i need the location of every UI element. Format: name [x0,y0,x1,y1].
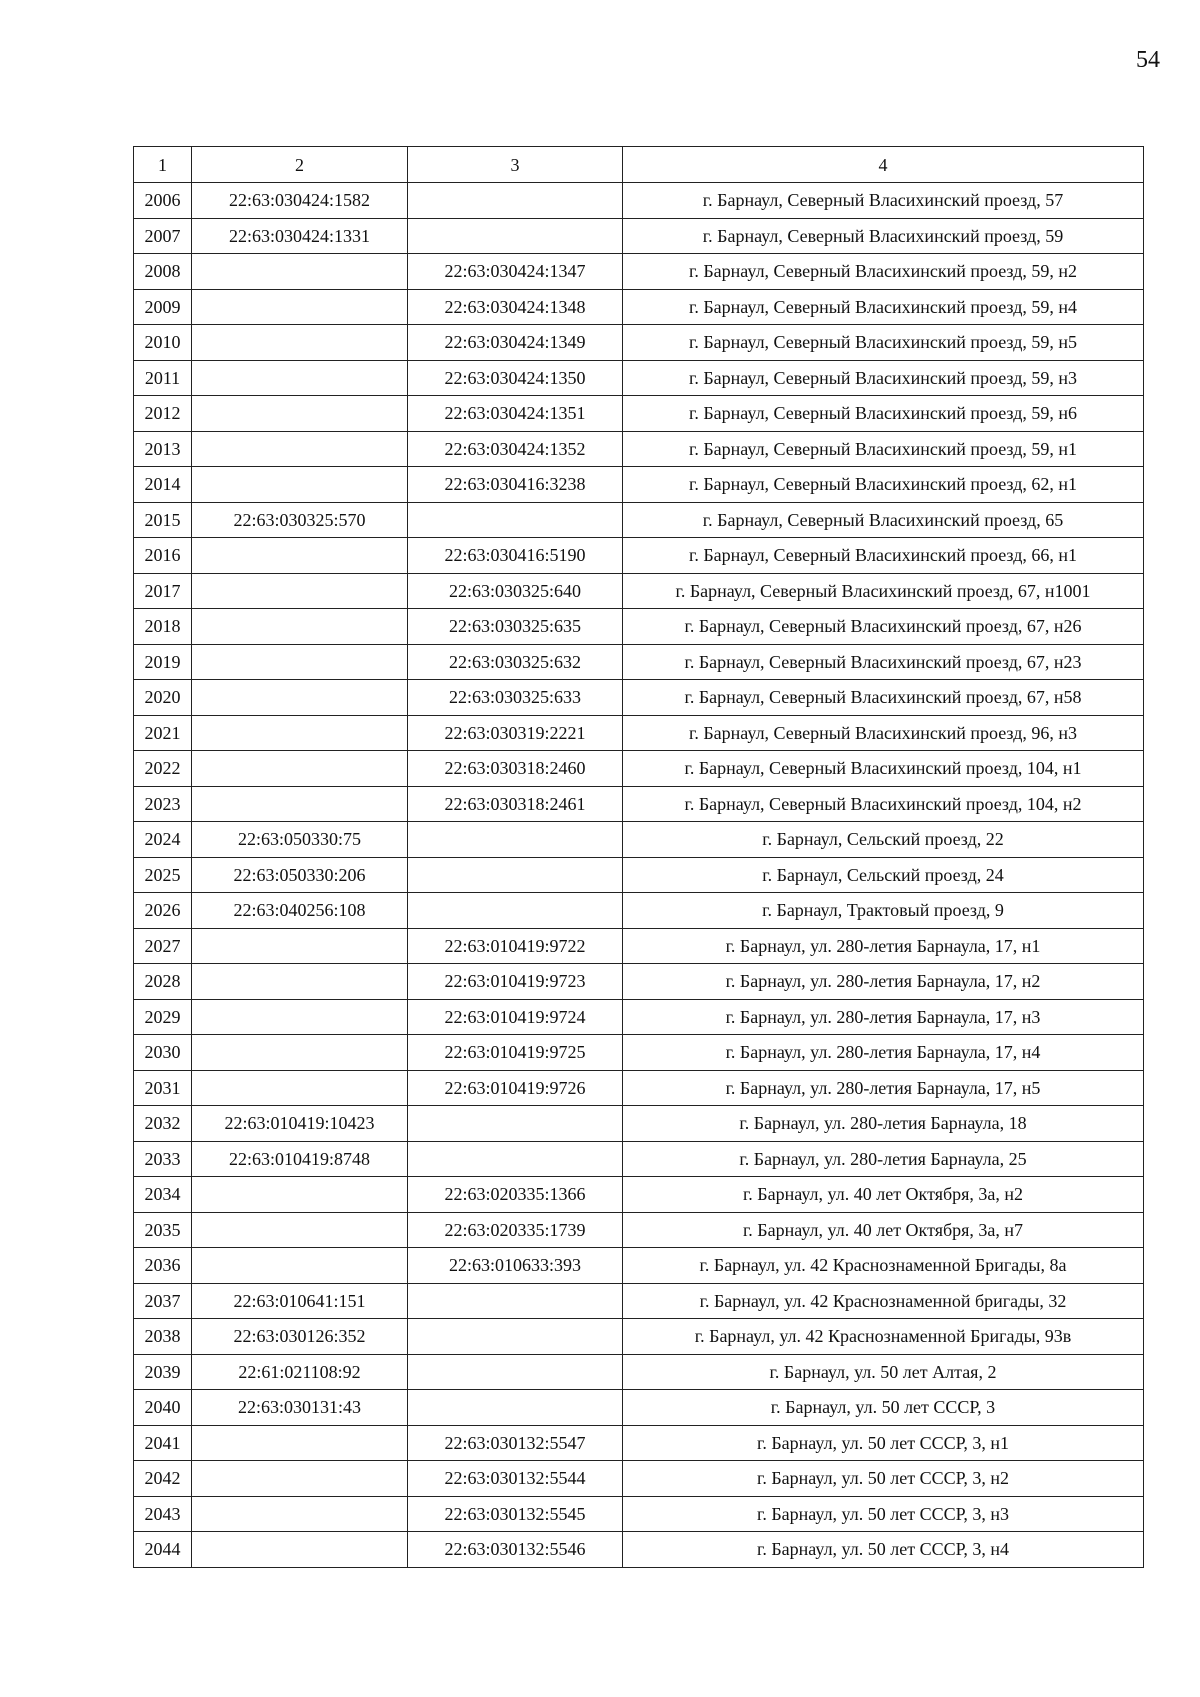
row-number-cell: 2040 [134,1390,192,1426]
address-cell: г. Барнаул, ул. 50 лет СССР, 3 [623,1390,1144,1426]
object-cadastral-number-cell [408,1390,623,1426]
row-number-cell: 2027 [134,928,192,964]
table-row [134,680,1144,716]
land-cadastral-number-cell [192,964,408,1000]
object-cadastral-number-cell: 22:63:010633:393 [408,1248,623,1284]
address-cell: г. Барнаул, Северный Власихинский проезд, 59, н3 [623,360,1144,396]
table-row [134,289,1144,325]
address-cell: г. Барнаул, ул. 40 лет Октября, 3а, н2 [623,1177,1144,1213]
object-cadastral-number-cell: 22:63:010419:9722 [408,928,623,964]
address-cell: г. Барнаул, ул. 280-летия Барнаула, 17, н5 [623,1070,1144,1106]
object-cadastral-number-cell [408,1106,623,1142]
row-number-cell: 2022 [134,751,192,787]
address-cell: г. Барнаул, Трактовый проезд, 9 [623,893,1144,929]
table-row [134,1496,1144,1532]
column-header-1: 1 [134,147,192,183]
row-number-cell: 2036 [134,1248,192,1284]
object-cadastral-number-cell: 22:63:030132:5544 [408,1461,623,1497]
object-cadastral-number-cell: 22:63:030325:632 [408,644,623,680]
table-row [134,396,1144,432]
table-row [134,964,1144,1000]
row-number-cell: 2018 [134,609,192,645]
address-cell: г. Барнаул, Северный Власихинский проезд, 57 [623,183,1144,219]
land-cadastral-number-cell [192,1532,408,1568]
table-row [134,1212,1144,1248]
address-cell: г. Барнаул, Северный Власихинский проезд, 59, н5 [623,325,1144,361]
row-number-cell: 2037 [134,1283,192,1319]
land-cadastral-number-cell [192,1035,408,1071]
row-number-cell: 2025 [134,857,192,893]
row-number-cell: 2010 [134,325,192,361]
object-cadastral-number-cell: 22:63:010419:9725 [408,1035,623,1071]
object-cadastral-number-cell: 22:63:030424:1348 [408,289,623,325]
address-cell: г. Барнаул, ул. 50 лет Алтая, 2 [623,1354,1144,1390]
row-number-cell: 2019 [134,644,192,680]
object-cadastral-number-cell [408,822,623,858]
object-cadastral-number-cell: 22:63:030132:5546 [408,1532,623,1568]
land-cadastral-number-cell: 22:63:030126:352 [192,1319,408,1355]
table-row [134,786,1144,822]
table-body [134,147,1144,1568]
table-row [134,1177,1144,1213]
land-cadastral-number-cell [192,1248,408,1284]
table-row [134,751,1144,787]
table-row [134,1425,1144,1461]
land-cadastral-number-cell [192,928,408,964]
column-header-2: 2 [192,147,408,183]
row-number-cell: 2026 [134,893,192,929]
table-row [134,999,1144,1035]
row-number-cell: 2013 [134,431,192,467]
row-number-cell: 2033 [134,1141,192,1177]
table-row [134,183,1144,219]
address-cell: г. Барнаул, Северный Власихинский проезд, 67, н23 [623,644,1144,680]
land-cadastral-number-cell: 22:63:050330:206 [192,857,408,893]
land-cadastral-number-cell [192,325,408,361]
land-cadastral-number-cell: 22:63:050330:75 [192,822,408,858]
address-cell: г. Барнаул, Северный Власихинский проезд, 62, н1 [623,467,1144,503]
row-number-cell: 2020 [134,680,192,716]
object-cadastral-number-cell: 22:63:030132:5545 [408,1496,623,1532]
table-row [134,1390,1144,1426]
address-cell: г. Барнаул, ул. 50 лет СССР, 3, н2 [623,1461,1144,1497]
table-row [134,644,1144,680]
table-row [134,573,1144,609]
table-header-row [134,147,1144,183]
land-cadastral-number-cell: 22:63:040256:108 [192,893,408,929]
table-row [134,1283,1144,1319]
object-cadastral-number-cell: 22:63:030416:3238 [408,467,623,503]
object-cadastral-number-cell [408,893,623,929]
land-cadastral-number-cell [192,1461,408,1497]
object-cadastral-number-cell: 22:63:030325:640 [408,573,623,609]
property-register-table [133,146,1144,1568]
land-cadastral-number-cell: 22:61:021108:92 [192,1354,408,1390]
table-row [134,1532,1144,1568]
land-cadastral-number-cell [192,999,408,1035]
row-number-cell: 2044 [134,1532,192,1568]
row-number-cell: 2030 [134,1035,192,1071]
row-number-cell: 2041 [134,1425,192,1461]
object-cadastral-number-cell: 22:63:030424:1350 [408,360,623,396]
row-number-cell: 2043 [134,1496,192,1532]
land-cadastral-number-cell: 22:63:010419:8748 [192,1141,408,1177]
table-row [134,1035,1144,1071]
row-number-cell: 2014 [134,467,192,503]
land-cadastral-number-cell [192,538,408,574]
object-cadastral-number-cell [408,1354,623,1390]
address-cell: г. Барнаул, ул. 280-летия Барнаула, 17, н1 [623,928,1144,964]
address-cell: г. Барнаул, Северный Власихинский проезд, 96, н3 [623,715,1144,751]
address-cell: г. Барнаул, ул. 40 лет Октября, 3а, н7 [623,1212,1144,1248]
table-row [134,502,1144,538]
object-cadastral-number-cell [408,1319,623,1355]
row-number-cell: 2038 [134,1319,192,1355]
land-cadastral-number-cell: 22:63:030325:570 [192,502,408,538]
land-cadastral-number-cell: 22:63:010419:10423 [192,1106,408,1142]
address-cell: г. Барнаул, Северный Власихинский проезд, 59, н6 [623,396,1144,432]
object-cadastral-number-cell: 22:63:020335:1366 [408,1177,623,1213]
object-cadastral-number-cell: 22:63:030424:1351 [408,396,623,432]
object-cadastral-number-cell [408,1141,623,1177]
land-cadastral-number-cell: 22:63:030131:43 [192,1390,408,1426]
row-number-cell: 2006 [134,183,192,219]
land-cadastral-number-cell [192,396,408,432]
address-cell: г. Барнаул, Северный Власихинский проезд, 65 [623,502,1144,538]
address-cell: г. Барнаул, ул. 280-летия Барнаула, 18 [623,1106,1144,1142]
address-cell: г. Барнаул, Северный Власихинский проезд, 67, н1001 [623,573,1144,609]
table-row [134,254,1144,290]
row-number-cell: 2017 [134,573,192,609]
land-cadastral-number-cell [192,1425,408,1461]
land-cadastral-number-cell [192,289,408,325]
land-cadastral-number-cell [192,254,408,290]
table-row [134,1461,1144,1497]
address-cell: г. Барнаул, ул. 42 Краснознаменной Бригады, 93в [623,1319,1144,1355]
address-cell: г. Барнаул, ул. 50 лет СССР, 3, н4 [623,1532,1144,1568]
address-cell: г. Барнаул, Северный Власихинский проезд, 104, н1 [623,751,1144,787]
table-row [134,1319,1144,1355]
address-cell: г. Барнаул, ул. 280-летия Барнаула, 17, н2 [623,964,1144,1000]
table-row [134,609,1144,645]
object-cadastral-number-cell: 22:63:010419:9726 [408,1070,623,1106]
object-cadastral-number-cell [408,857,623,893]
table-row [134,325,1144,361]
object-cadastral-number-cell: 22:63:030132:5547 [408,1425,623,1461]
table-row [134,822,1144,858]
row-number-cell: 2021 [134,715,192,751]
address-cell: г. Барнаул, Северный Власихинский проезд, 59, н4 [623,289,1144,325]
row-number-cell: 2032 [134,1106,192,1142]
row-number-cell: 2007 [134,218,192,254]
table-row [134,1141,1144,1177]
land-cadastral-number-cell [192,1070,408,1106]
address-cell: г. Барнаул, ул. 42 Краснознаменной бригады, 32 [623,1283,1144,1319]
table-row [134,715,1144,751]
address-cell: г. Барнаул, ул. 50 лет СССР, 3, н1 [623,1425,1144,1461]
land-cadastral-number-cell [192,360,408,396]
land-cadastral-number-cell [192,1496,408,1532]
object-cadastral-number-cell [408,502,623,538]
land-cadastral-number-cell [192,1177,408,1213]
land-cadastral-number-cell: 22:63:030424:1582 [192,183,408,219]
object-cadastral-number-cell: 22:63:030325:633 [408,680,623,716]
table-row [134,893,1144,929]
row-number-cell: 2024 [134,822,192,858]
page-number: 54 [1136,47,1160,73]
object-cadastral-number-cell [408,183,623,219]
land-cadastral-number-cell [192,1212,408,1248]
object-cadastral-number-cell: 22:63:030318:2461 [408,786,623,822]
column-header-4: 4 [623,147,1144,183]
address-cell: г. Барнаул, ул. 42 Краснознаменной Бригады, 8а [623,1248,1144,1284]
table-row [134,1070,1144,1106]
land-cadastral-number-cell [192,467,408,503]
object-cadastral-number-cell: 22:63:030424:1352 [408,431,623,467]
land-cadastral-number-cell [192,680,408,716]
row-number-cell: 2016 [134,538,192,574]
object-cadastral-number-cell: 22:63:030424:1347 [408,254,623,290]
table-row [134,431,1144,467]
column-header-3: 3 [408,147,623,183]
row-number-cell: 2035 [134,1212,192,1248]
address-cell: г. Барнаул, ул. 280-летия Барнаула, 25 [623,1141,1144,1177]
table-row [134,1354,1144,1390]
object-cadastral-number-cell: 22:63:020335:1739 [408,1212,623,1248]
object-cadastral-number-cell: 22:63:010419:9723 [408,964,623,1000]
object-cadastral-number-cell: 22:63:030318:2460 [408,751,623,787]
row-number-cell: 2028 [134,964,192,1000]
address-cell: г. Барнаул, Северный Власихинский проезд, 59 [623,218,1144,254]
row-number-cell: 2015 [134,502,192,538]
address-cell: г. Барнаул, ул. 280-летия Барнаула, 17, н4 [623,1035,1144,1071]
address-cell: г. Барнаул, Северный Власихинский проезд, 66, н1 [623,538,1144,574]
row-number-cell: 2023 [134,786,192,822]
object-cadastral-number-cell: 22:63:010419:9724 [408,999,623,1035]
object-cadastral-number-cell: 22:63:030416:5190 [408,538,623,574]
row-number-cell: 2012 [134,396,192,432]
table-row [134,857,1144,893]
table-row [134,1248,1144,1284]
row-number-cell: 2039 [134,1354,192,1390]
row-number-cell: 2034 [134,1177,192,1213]
address-cell: г. Барнаул, Сельский проезд, 22 [623,822,1144,858]
table-row [134,538,1144,574]
row-number-cell: 2009 [134,289,192,325]
address-cell: г. Барнаул, Северный Власихинский проезд, 59, н2 [623,254,1144,290]
object-cadastral-number-cell [408,1283,623,1319]
object-cadastral-number-cell: 22:63:030424:1349 [408,325,623,361]
land-cadastral-number-cell [192,715,408,751]
land-cadastral-number-cell [192,644,408,680]
table-row [134,360,1144,396]
land-cadastral-number-cell [192,573,408,609]
row-number-cell: 2008 [134,254,192,290]
row-number-cell: 2042 [134,1461,192,1497]
address-cell: г. Барнаул, Северный Власихинский проезд, 59, н1 [623,431,1144,467]
land-cadastral-number-cell [192,751,408,787]
table-row [134,1106,1144,1142]
row-number-cell: 2031 [134,1070,192,1106]
land-cadastral-number-cell: 22:63:010641:151 [192,1283,408,1319]
table-row [134,928,1144,964]
address-cell: г. Барнаул, Северный Власихинский проезд, 104, н2 [623,786,1144,822]
object-cadastral-number-cell: 22:63:030325:635 [408,609,623,645]
address-cell: г. Барнаул, ул. 50 лет СССР, 3, н3 [623,1496,1144,1532]
row-number-cell: 2029 [134,999,192,1035]
object-cadastral-number-cell [408,218,623,254]
address-cell: г. Барнаул, ул. 280-летия Барнаула, 17, н3 [623,999,1144,1035]
table-row [134,467,1144,503]
land-cadastral-number-cell [192,431,408,467]
row-number-cell: 2011 [134,360,192,396]
address-cell: г. Барнаул, Северный Власихинский проезд, 67, н26 [623,609,1144,645]
object-cadastral-number-cell: 22:63:030319:2221 [408,715,623,751]
address-cell: г. Барнаул, Северный Власихинский проезд, 67, н58 [623,680,1144,716]
address-cell: г. Барнаул, Сельский проезд, 24 [623,857,1144,893]
land-cadastral-number-cell [192,609,408,645]
land-cadastral-number-cell: 22:63:030424:1331 [192,218,408,254]
table-row [134,218,1144,254]
land-cadastral-number-cell [192,786,408,822]
